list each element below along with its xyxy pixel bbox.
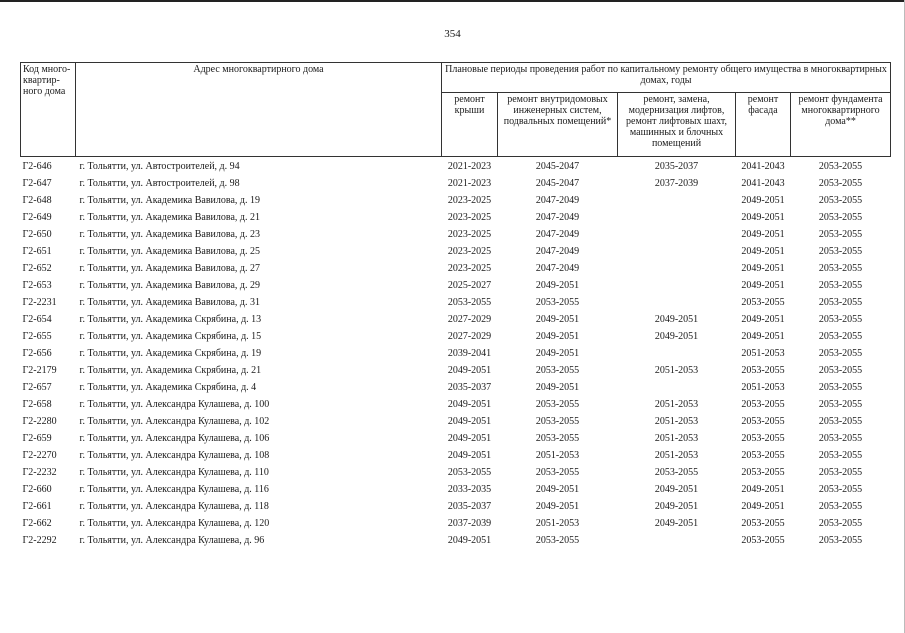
cell-house-code: Г2-652 — [22, 263, 52, 274]
header-foundation-repair: ремонт фундамента многоквартирного дома** — [791, 93, 891, 157]
cell-elevator-period: 2049-2051 — [654, 484, 699, 495]
cell-internal-systems-period: 2049-2051 — [535, 314, 580, 325]
cell-foundation-period: 2053-2055 — [818, 501, 863, 512]
cell-facade-period: 2053-2055 — [741, 467, 785, 478]
cell-elevator-period — [618, 192, 736, 209]
cell-roof-period: 2049-2051 — [447, 416, 492, 427]
cell-address: г. Тольятти, ул. Александра Кулашева, д. 118 — [79, 501, 269, 512]
cell-foundation-period: 2053-2055 — [818, 280, 863, 291]
cell-elevator-period — [618, 379, 736, 396]
cell-house-code: Г2-662 — [22, 518, 52, 529]
cell-foundation-period: 2053-2055 — [818, 314, 863, 325]
header-row-top — [21, 63, 891, 93]
table-row — [21, 362, 891, 379]
cell-elevator-period: 2051-2053 — [654, 399, 699, 410]
cell-house-code: Г2-657 — [22, 382, 52, 393]
cell-roof-period: 2053-2055 — [447, 467, 492, 478]
cell-elevator-period: 2051-2053 — [654, 433, 699, 444]
cell-address: г. Тольятти, ул. Академика Вавилова, д. 31 — [79, 297, 260, 308]
cell-internal-systems-period: 2045-2047 — [535, 161, 580, 172]
cell-house-code: Г2-659 — [22, 433, 52, 444]
cell-foundation-period: 2053-2055 — [818, 399, 863, 410]
cell-elevator-period: 2049-2051 — [654, 314, 699, 325]
table-row — [21, 294, 891, 311]
cell-address: г. Тольятти, ул. Александра Кулашева, д. 96 — [79, 535, 265, 546]
cell-facade-period: 2041-2043 — [741, 161, 785, 172]
cell-roof-period: 2049-2051 — [447, 450, 492, 461]
table-row — [21, 447, 891, 464]
cell-roof-period: 2049-2051 — [447, 535, 492, 546]
cell-elevator-period: 2051-2053 — [654, 450, 699, 461]
table-row — [21, 226, 891, 243]
cell-roof-period: 2021-2023 — [447, 161, 492, 172]
cell-foundation-period: 2053-2055 — [818, 518, 863, 529]
cell-house-code: Г2-649 — [22, 212, 52, 223]
cell-internal-systems-period: 2045-2047 — [535, 178, 580, 189]
cell-internal-systems-period: 2049-2051 — [535, 280, 580, 291]
cell-internal-systems-period: 2051-2053 — [535, 518, 580, 529]
cell-foundation-period: 2053-2055 — [818, 212, 863, 223]
cell-house-code: Г2-651 — [22, 246, 52, 257]
cell-elevator-period — [618, 243, 736, 260]
cell-house-code: Г2-661 — [22, 501, 52, 512]
cell-address: г. Тольятти, ул. Автостроителей, д. 94 — [79, 161, 240, 172]
cell-facade-period: 2053-2055 — [741, 365, 785, 376]
cell-roof-period: 2023-2025 — [447, 195, 492, 206]
cell-roof-period: 2025-2027 — [447, 280, 492, 291]
cell-roof-period: 2027-2029 — [447, 314, 492, 325]
cell-elevator-period — [618, 226, 736, 243]
table-row — [21, 157, 891, 176]
cell-internal-systems-period: 2047-2049 — [535, 195, 580, 206]
top-border-rule — [0, 0, 905, 2]
table-row — [21, 311, 891, 328]
cell-foundation-period: 2053-2055 — [818, 416, 863, 427]
cell-address: г. Тольятти, ул. Академика Скрябина, д. 15 — [79, 331, 262, 342]
cell-address: г. Тольятти, ул. Академика Вавилова, д. 19 — [79, 195, 260, 206]
cell-elevator-period: 2053-2055 — [654, 467, 699, 478]
cell-facade-period: 2051-2053 — [741, 382, 785, 393]
cell-internal-systems-period: 2049-2051 — [535, 331, 580, 342]
cell-roof-period: 2023-2025 — [447, 212, 492, 223]
cell-house-code: Г2-655 — [22, 331, 52, 342]
cell-roof-period: 2021-2023 — [447, 178, 492, 189]
cell-roof-period: 2023-2025 — [447, 229, 492, 240]
cell-facade-period: 2053-2055 — [741, 450, 785, 461]
cell-foundation-period: 2053-2055 — [818, 484, 863, 495]
repair-schedule-table — [20, 62, 891, 549]
cell-internal-systems-period: 2049-2051 — [535, 484, 580, 495]
header-roof-repair: ремонт крыши — [442, 93, 498, 157]
table-body — [21, 157, 891, 550]
cell-facade-period: 2049-2051 — [741, 212, 785, 223]
cell-facade-period: 2053-2055 — [741, 399, 785, 410]
cell-elevator-period — [618, 277, 736, 294]
table-row — [21, 328, 891, 345]
cell-internal-systems-period: 2049-2051 — [535, 382, 580, 393]
table-row — [21, 532, 891, 549]
cell-house-code: Г2-656 — [22, 348, 52, 359]
cell-foundation-period: 2053-2055 — [818, 433, 863, 444]
cell-house-code: Г2-650 — [22, 229, 52, 240]
cell-elevator-period: 2037-2039 — [654, 178, 699, 189]
cell-foundation-period: 2053-2055 — [818, 467, 863, 478]
cell-foundation-period: 2053-2055 — [818, 229, 863, 240]
cell-facade-period: 2053-2055 — [741, 535, 785, 546]
cell-facade-period: 2049-2051 — [741, 314, 785, 325]
cell-internal-systems-period: 2053-2055 — [535, 399, 580, 410]
cell-facade-period: 2049-2051 — [741, 280, 785, 291]
cell-roof-period: 2035-2037 — [447, 501, 492, 512]
cell-facade-period: 2049-2051 — [741, 331, 785, 342]
cell-house-code: Г2-2292 — [22, 535, 57, 546]
cell-house-code: Г2-2270 — [22, 450, 57, 461]
cell-foundation-period: 2053-2055 — [818, 535, 863, 546]
cell-elevator-period: 2049-2051 — [654, 501, 699, 512]
cell-foundation-period: 2053-2055 — [818, 348, 863, 359]
cell-foundation-period: 2053-2055 — [818, 178, 863, 189]
cell-house-code: Г2-658 — [22, 399, 52, 410]
cell-internal-systems-period: 2053-2055 — [535, 297, 580, 308]
cell-house-code: Г2-654 — [22, 314, 52, 325]
cell-roof-period: 2035-2037 — [447, 382, 492, 393]
cell-address: г. Тольятти, ул. Александра Кулашева, д. 116 — [79, 484, 269, 495]
cell-roof-period: 2053-2055 — [447, 297, 492, 308]
cell-facade-period: 2049-2051 — [741, 263, 785, 274]
cell-house-code: Г2-648 — [22, 195, 52, 206]
cell-internal-systems-period: 2047-2049 — [535, 263, 580, 274]
cell-foundation-period: 2053-2055 — [818, 331, 863, 342]
cell-facade-period: 2053-2055 — [741, 518, 785, 529]
page-number: 354 — [444, 28, 461, 40]
cell-elevator-period — [618, 532, 736, 549]
table-row — [21, 209, 891, 226]
cell-roof-period: 2033-2035 — [447, 484, 492, 495]
cell-house-code: Г2-660 — [22, 484, 52, 495]
table-row — [21, 192, 891, 209]
table-row — [21, 413, 891, 430]
cell-foundation-period: 2053-2055 — [818, 263, 863, 274]
cell-address: г. Тольятти, ул. Александра Кулашева, д. 102 — [79, 416, 270, 427]
cell-internal-systems-period: 2049-2051 — [535, 501, 580, 512]
header-house-code: Код много-квартир-ного дома — [21, 63, 76, 157]
cell-facade-period: 2053-2055 — [741, 433, 785, 444]
cell-address: г. Тольятти, ул. Академика Скрябина, д. 13 — [79, 314, 262, 325]
table-row — [21, 345, 891, 362]
cell-internal-systems-period: 2053-2055 — [535, 467, 580, 478]
cell-roof-period: 2049-2051 — [447, 365, 492, 376]
cell-facade-period: 2049-2051 — [741, 484, 785, 495]
cell-address: г. Тольятти, ул. Академика Вавилова, д. 25 — [79, 246, 260, 257]
cell-internal-systems-period: 2053-2055 — [535, 365, 580, 376]
cell-foundation-period: 2053-2055 — [818, 365, 863, 376]
cell-foundation-period: 2053-2055 — [818, 246, 863, 257]
cell-roof-period: 2049-2051 — [447, 433, 492, 444]
table-row — [21, 277, 891, 294]
cell-elevator-period — [618, 294, 736, 311]
header-internal-systems-repair: ремонт внутридомовых инженерных систем, подвальных помещений* — [498, 93, 618, 157]
table-row — [21, 396, 891, 413]
cell-address: г. Тольятти, ул. Академика Скрябина, д. 21 — [79, 365, 262, 376]
cell-elevator-period: 2049-2051 — [654, 331, 699, 342]
cell-address: г. Тольятти, ул. Александра Кулашева, д. 108 — [79, 450, 270, 461]
cell-facade-period: 2041-2043 — [741, 178, 785, 189]
cell-facade-period: 2049-2051 — [741, 195, 785, 206]
cell-facade-period: 2049-2051 — [741, 501, 785, 512]
cell-house-code: Г2-2232 — [22, 467, 57, 478]
cell-facade-period: 2049-2051 — [741, 229, 785, 240]
cell-roof-period: 2027-2029 — [447, 331, 492, 342]
cell-address: г. Тольятти, ул. Академика Скрябина, д. 19 — [79, 348, 262, 359]
table-row — [21, 515, 891, 532]
cell-address: г. Тольятти, ул. Автостроителей, д. 98 — [79, 178, 240, 189]
cell-address: г. Тольятти, ул. Академика Скрябина, д. 4 — [79, 382, 257, 393]
cell-facade-period: 2053-2055 — [741, 416, 785, 427]
cell-foundation-period: 2053-2055 — [818, 382, 863, 393]
cell-facade-period: 2051-2053 — [741, 348, 785, 359]
cell-elevator-period — [618, 345, 736, 362]
cell-internal-systems-period: 2051-2053 — [535, 450, 580, 461]
cell-foundation-period: 2053-2055 — [818, 161, 863, 172]
cell-address: г. Тольятти, ул. Академика Вавилова, д. 29 — [79, 280, 260, 291]
cell-roof-period: 2037-2039 — [447, 518, 492, 529]
cell-internal-systems-period: 2053-2055 — [535, 416, 580, 427]
cell-house-code: Г2-646 — [22, 161, 52, 172]
cell-address: г. Тольятти, ул. Академика Вавилова, д. 23 — [79, 229, 260, 240]
cell-elevator-period — [618, 260, 736, 277]
cell-internal-systems-period: 2047-2049 — [535, 212, 580, 223]
cell-address: г. Тольятти, ул. Александра Кулашева, д. 106 — [79, 433, 270, 444]
table-row — [21, 498, 891, 515]
table-row — [21, 481, 891, 498]
header-planned-periods: Плановые периоды проведения работ по капитальному ремонту общего имущества в многоквартирных домах, годы — [442, 63, 891, 93]
cell-house-code: Г2-647 — [22, 178, 52, 189]
cell-house-code: Г2-2179 — [22, 365, 57, 376]
cell-elevator-period: 2051-2053 — [654, 365, 699, 376]
cell-elevator-period: 2051-2053 — [654, 416, 699, 427]
cell-roof-period: 2049-2051 — [447, 399, 492, 410]
cell-elevator-period: 2049-2051 — [654, 518, 699, 529]
cell-house-code: Г2-2231 — [22, 297, 57, 308]
cell-foundation-period: 2053-2055 — [818, 195, 863, 206]
table-row — [21, 175, 891, 192]
cell-facade-period: 2053-2055 — [741, 297, 785, 308]
cell-elevator-period — [618, 209, 736, 226]
header-facade-repair: ремонт фасада — [736, 93, 791, 157]
cell-roof-period: 2023-2025 — [447, 263, 492, 274]
table-header — [21, 63, 891, 157]
cell-address: г. Тольятти, ул. Александра Кулашева, д. 110 — [79, 467, 269, 478]
cell-address: г. Тольятти, ул. Александра Кулашева, д. 100 — [79, 399, 270, 410]
cell-roof-period: 2023-2025 — [447, 246, 492, 257]
header-elevator-repair: ремонт, замена, модернизация лифтов, ремонт лифтовых шахт, машинных и блочных помещений — [618, 93, 736, 157]
table-row — [21, 260, 891, 277]
table-row — [21, 243, 891, 260]
table-row — [21, 430, 891, 447]
cell-address: г. Тольятти, ул. Академика Вавилова, д. 21 — [79, 212, 260, 223]
cell-foundation-period: 2053-2055 — [818, 450, 863, 461]
cell-facade-period: 2049-2051 — [741, 246, 785, 257]
table-row — [21, 464, 891, 481]
cell-address: г. Тольятти, ул. Академика Вавилова, д. 27 — [79, 263, 260, 274]
cell-foundation-period: 2053-2055 — [818, 297, 863, 308]
cell-internal-systems-period: 2047-2049 — [535, 229, 580, 240]
cell-house-code: Г2-2280 — [22, 416, 57, 427]
cell-internal-systems-period: 2047-2049 — [535, 246, 580, 257]
cell-internal-systems-period: 2053-2055 — [535, 433, 580, 444]
cell-address: г. Тольятти, ул. Александра Кулашева, д. 120 — [79, 518, 270, 529]
cell-roof-period: 2039-2041 — [447, 348, 492, 359]
table-row — [21, 379, 891, 396]
cell-elevator-period: 2035-2037 — [654, 161, 699, 172]
header-address: Адрес многоквартирного дома — [76, 63, 442, 157]
cell-internal-systems-period: 2053-2055 — [535, 535, 580, 546]
cell-internal-systems-period: 2049-2051 — [535, 348, 580, 359]
cell-house-code: Г2-653 — [22, 280, 52, 291]
